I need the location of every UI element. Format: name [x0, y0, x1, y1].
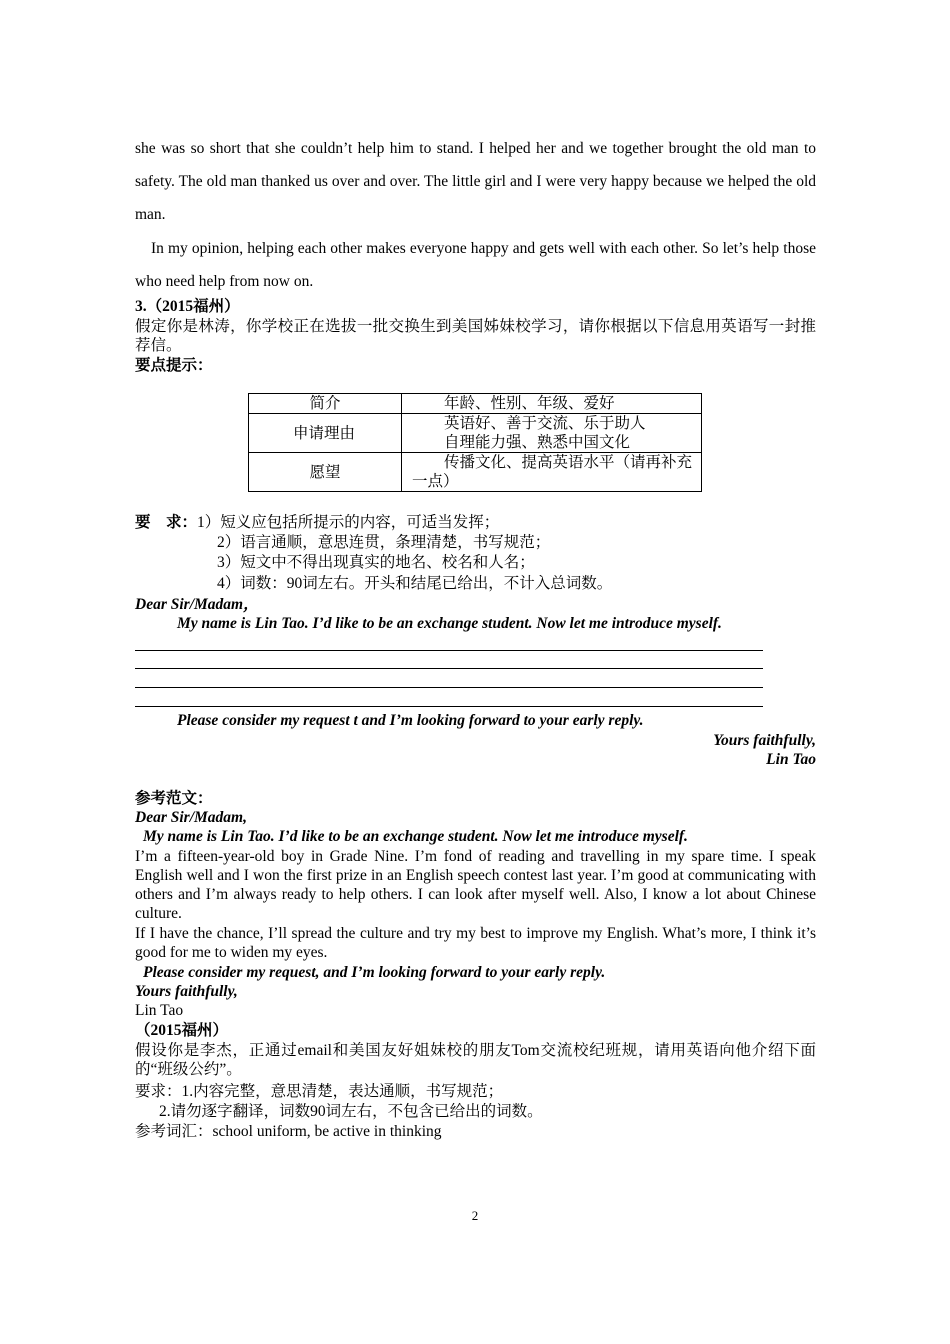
- sample-closing: Please consider my request, and I’m looking forward to your early reply.: [143, 964, 606, 981]
- table-cell-value: 传播文化、提高英语水平（请再补充一点）: [402, 453, 702, 492]
- requirements-label: 要 求：: [135, 514, 198, 531]
- question-4-vocabulary: 参考词汇：school uniform, be active in thinking: [135, 1123, 442, 1140]
- question-3-prompt: 假定你是林涛，你学校正在选拔一批交换生到美国姊妹校学习，请你根据以下信息用英语写一封推荐信。: [135, 318, 816, 354]
- requirement-item: 2）语言通顺，意思连贯，条理清楚，书写规范；: [217, 534, 551, 551]
- letter-salutation: Dear Sir/Madam，: [135, 596, 259, 613]
- answer-line[interactable]: [135, 706, 763, 707]
- answer-line[interactable]: [135, 650, 763, 651]
- table-cell-value: 英语好、善于交流、乐于助人 自理能力强、熟悉中国文化: [402, 414, 702, 453]
- sample-signoff: Yours faithfully,: [135, 983, 238, 1000]
- letter-closing: Please consider my request t and I’m looking forward to your early reply.: [177, 712, 644, 729]
- sample-body-1: I’m a fifteen-year-old boy in Grade Nine. I’m fond of reading and travelling in my spare time. I speak English well and I won the first prize in an English speech contest last year. I’m good at communicating with others and I’m always ready to help others. I can look after myself well. Also, I know a lot about Chinese culture.: [135, 848, 816, 922]
- question-4-heading: （2015福州）: [135, 1022, 229, 1039]
- table-row: [249, 414, 702, 453]
- requirement-item: 3）短文中不得出现真实的地名、校名和人名；: [217, 554, 535, 571]
- letter-opening: My name is Lin Tao. I’d like to be an exchange student. Now let me introduce myself.: [177, 615, 722, 632]
- tips-label: 要点提示：: [135, 357, 213, 374]
- sample-salutation: Dear Sir/Madam,: [135, 809, 247, 826]
- table-cell-label: 简介: [249, 394, 402, 414]
- letter-name: Lin Tao: [766, 751, 816, 768]
- question-4-requirement-1: 要求：1.内容完整，意思清楚，表达通顺，书写规范；: [135, 1083, 504, 1100]
- letter-signoff: Yours faithfully,: [713, 732, 816, 749]
- table-label-text: 申请理由: [293, 424, 356, 442]
- answer-line[interactable]: [135, 668, 763, 669]
- table-cell-value: 年龄、性别、年级、爱好: [402, 394, 702, 414]
- sample-name: Lin Tao: [135, 1002, 184, 1019]
- question-4-prompt: 假设你是李杰，正通过email和美国友好姐妹校的朋友Tom交流校纪班规，请用英语向他介绍下面的“班级公约”。: [135, 1042, 816, 1078]
- question-4-requirement-2: 2.请勿逐字翻译，词数90词左右，不包含已给出的词数。: [159, 1103, 543, 1120]
- requirement-item: 4）词数：90词左右。开头和结尾已给出，不计入总词数。: [217, 575, 613, 592]
- table-cell-label: 愿望: [249, 453, 402, 492]
- requirements-block: [135, 513, 816, 532]
- tips-table: [248, 393, 702, 492]
- story-paragraph-2: In my opinion, helping each other makes everyone happy and gets well with each other. So let’s help those who need help from now on.: [135, 240, 816, 290]
- page-number: 2: [471, 1208, 479, 1223]
- answer-line[interactable]: [135, 687, 763, 688]
- sample-body-2: If I have the chance, I’ll spread the culture and try my best to improve my English. What’s more, I think it’s good for me to widen my eyes.: [135, 925, 816, 961]
- table-row: [249, 394, 702, 414]
- story-paragraph-1: she was so short that she couldn’t help him to stand. I helped her and we together brought the old man to safety. The old man thanked us over and over. The little girl and I were very happy because we helped the old man.: [135, 140, 816, 223]
- table-cell-label: [249, 414, 402, 453]
- sample-label: 参考范文：: [135, 790, 213, 807]
- requirement-item: 1）短义应包括所提示的内容，可适当发挥；: [197, 514, 500, 531]
- table-row: [249, 453, 702, 492]
- question-3-heading: 3.（2015福州）: [135, 298, 240, 315]
- sample-opening: My name is Lin Tao. I’d like to be an exchange student. Now let me introduce myself.: [143, 828, 688, 845]
